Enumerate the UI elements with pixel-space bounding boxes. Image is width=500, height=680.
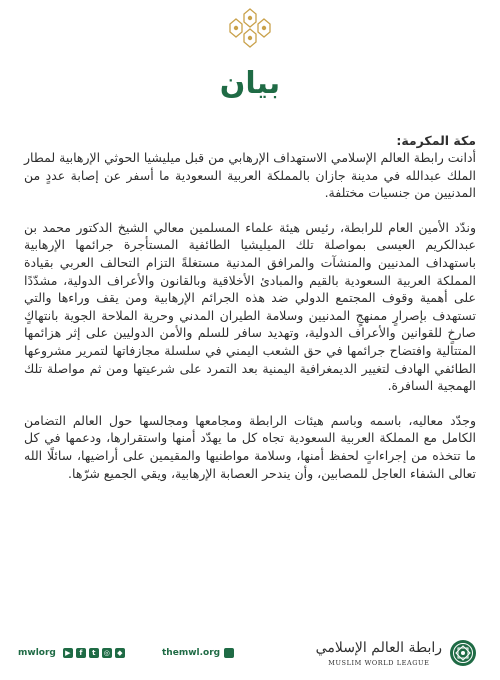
globe-icon: [224, 648, 234, 658]
paragraph-2: وندّد الأمين العام للرابطة، رئيس هيئة علماء المسلمين معالي الشيخ الدكتور محمد بن عبدالكريم العيسى بمواصلة تلك الميليشيا الطائفية المستأجرة جرائمها الإرهابية باستهداف المدنيين والمنشآت والمرافق المدنية مستغلةً التزام التحالف العربي بقيادة المملكة العربية السعودية بالقيم والمبادئ الأخلاقية وبالقانون والأعراف الدولية، مشدّدًا على أهمية وقوف المجتمع الدولي ضد هذه الجرائم الإرهابية ومن يقف وراءها والتي تستهدف بإصرارٍ ممنهجٍ المدنيين وسلامة الطيران المدني وحرية الملاحة الجوية بانتهاكٍ صارخٍ للقوانين والأعراف الدولية، وتهديد سافر للسلم والأمن الدوليين على إثر هزائمها المتتالية وافتضاح جرائمها في حق الشعب اليمني في سلسلة مجازفاتها لتمرير مشروعها الطائفي الهادف لتغيير الديمغرافية اليمنية بعد التمرد على شرعيتها ومن ثم مواصلة تلك الهمجية السافرة.: [24, 219, 476, 394]
website-link[interactable]: [162, 648, 234, 658]
mwl-geometric-emblem-icon: [222, 6, 278, 50]
location-heading: مكة المكرمة:: [396, 133, 476, 148]
mwl-logo-emblem-icon: [448, 638, 478, 668]
youtube-icon[interactable]: ▶: [63, 648, 73, 658]
snapchat-icon[interactable]: ◆: [115, 648, 125, 658]
page-title: بيان: [219, 66, 281, 101]
header-emblem: [0, 6, 500, 50]
paragraph-1: أدانت رابطة العالم الإسلامي الاستهداف الإرهابي من قبل ميليشيا الحوثي الإرهابية لمطار الملك عبدالله في مدينة جازان بالمملكة العربية السعودية ما أسفر عن إصابة عددٍ من المدنيين من جنسيات مختلفة.: [24, 150, 476, 201]
website-url[interactable]: themwl.org: [162, 648, 221, 658]
instagram-icon[interactable]: ◎: [103, 649, 110, 657]
logo-text: [316, 638, 442, 668]
facebook-icon[interactable]: f: [76, 648, 86, 658]
logo-english-name: MUSLIM WORLD LEAGUE: [328, 659, 430, 667]
mwl-logo: [316, 638, 478, 668]
social-handle: mwlorg: [18, 648, 56, 658]
paragraph-3: وجدّد معاليه، باسمه وباسم هيئات الرابطة ومجامعها ومجالسها حول العالم التضامن الكامل مع المملكة العربية السعودية تجاه كل ما يهدّد أمنها واستقرارها، ودعمها في كل ما تتخذه من إجراءاتٍ لحفظ أمنها، وسلامة مواطنيها والمقيمين على أراضيها، سائلًا الله تعالى الشفاء العاجل للمصابين، وأن يندحر العصابة الإرهابية، ويقي الجميع شرّها.: [24, 412, 476, 481]
logo-arabic-name: رابطة العالم الإسلامي: [315, 640, 442, 656]
statement-body: [24, 132, 476, 499]
twitter-icon[interactable]: t: [89, 648, 99, 658]
footer: [0, 618, 500, 680]
social-links: [18, 648, 125, 658]
